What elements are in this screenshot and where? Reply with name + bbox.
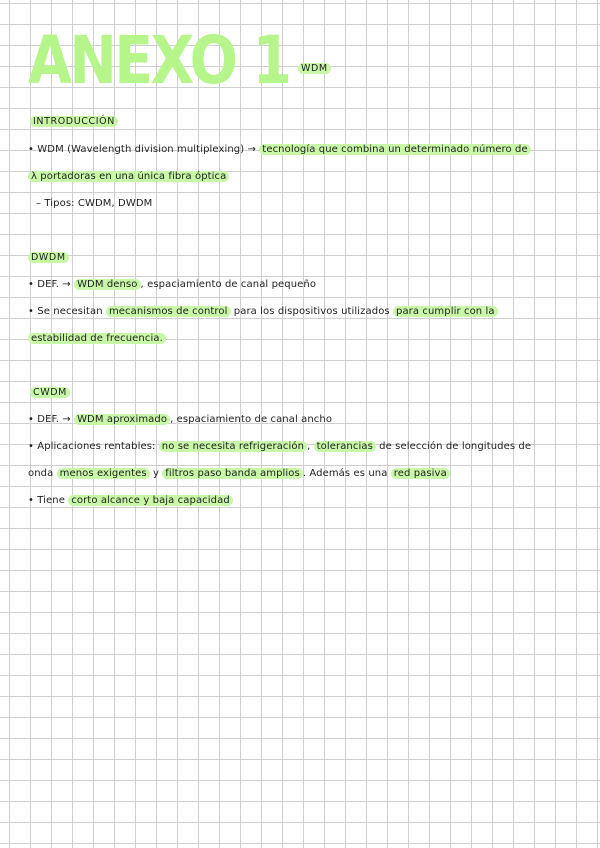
cwdm-def-highlight: WDM aproximado <box>74 414 170 425</box>
cwdm-app2-highlight-3: red pasiva <box>391 468 450 479</box>
cwdm-def-prefix: • DEF. → <box>28 414 75 425</box>
dwdm-def-rest: , espaciamiento de canal pequeño <box>140 279 317 290</box>
cwdm-heading <box>30 386 70 400</box>
cwdm-app-a: • Aplicaciones rentables: <box>28 441 159 452</box>
cwdm-app2-highlight-2: filtros paso banda amplios <box>162 468 303 479</box>
dwdm-definition <box>28 278 316 292</box>
cwdm-def-rest: , espaciamiento de canal ancho <box>170 414 333 425</box>
cwdm-definition <box>28 413 332 427</box>
intro-line-3 <box>36 197 152 211</box>
dwdm-heading <box>28 251 69 265</box>
page-title: ANEXO 1 <box>28 22 290 99</box>
dwdm-bul2-a: • Se necesitan <box>28 306 106 317</box>
dwdm-bullet-2 <box>28 305 498 319</box>
intro-line-1-highlight: tecnología que combina un determinado número de <box>259 144 530 155</box>
cwdm-app2-highlight-1: menos exigentes <box>57 468 150 479</box>
dwdm-bul2-highlight-2: para cumplir con la <box>393 306 498 317</box>
cwdm-app-highlight-2: tolerancias <box>314 441 376 452</box>
cwdm-bul3-a: • Tiene <box>28 495 69 506</box>
cwdm-app-e: de selección de longitudes de <box>375 441 532 452</box>
cwdm-bullet-3 <box>28 494 233 508</box>
cwdm-app-c: , <box>307 441 314 452</box>
cwdm-app-highlight-1: no se necesita refrigeración <box>159 441 307 452</box>
intro-line-2 <box>28 170 229 184</box>
cwdm-app2-a: onda <box>28 468 57 479</box>
cwdm-app2-e: . Además es una <box>302 468 391 479</box>
dwdm-bul2-highlight-3: estabilidad de frecuencia. <box>28 333 166 344</box>
cwdm-bul3-highlight: corto alcance y baja capacidad <box>68 495 233 506</box>
intro-line-3-text: – Tipos: CWDM, DWDM <box>36 198 153 209</box>
intro-heading <box>30 115 118 129</box>
title-tag-label: WDM <box>298 63 331 74</box>
cwdm-heading-label: CWDM <box>30 387 70 398</box>
dwdm-bullet-2-cont <box>28 332 166 346</box>
cwdm-app2-c: y <box>149 468 163 479</box>
dwdm-def-prefix: • DEF. → <box>28 279 75 290</box>
intro-heading-label: INTRODUCCIÓN <box>30 116 118 127</box>
dwdm-bul2-c: para los dispositivos utilizados <box>230 306 393 317</box>
cwdm-applications-cont <box>28 467 450 481</box>
intro-line-2-highlight: λ portadoras en una única fibra óptica <box>28 171 229 182</box>
dwdm-bul2-highlight-1: mecanismos de control <box>106 306 231 317</box>
dwdm-heading-label: DWDM <box>28 252 69 263</box>
title-tag <box>298 62 331 76</box>
intro-line-1-text: • WDM (Wavelength division multiplexing) → <box>28 144 260 155</box>
intro-line-1 <box>28 143 531 157</box>
dwdm-def-highlight: WDM denso <box>74 279 140 290</box>
cwdm-applications <box>28 440 531 454</box>
